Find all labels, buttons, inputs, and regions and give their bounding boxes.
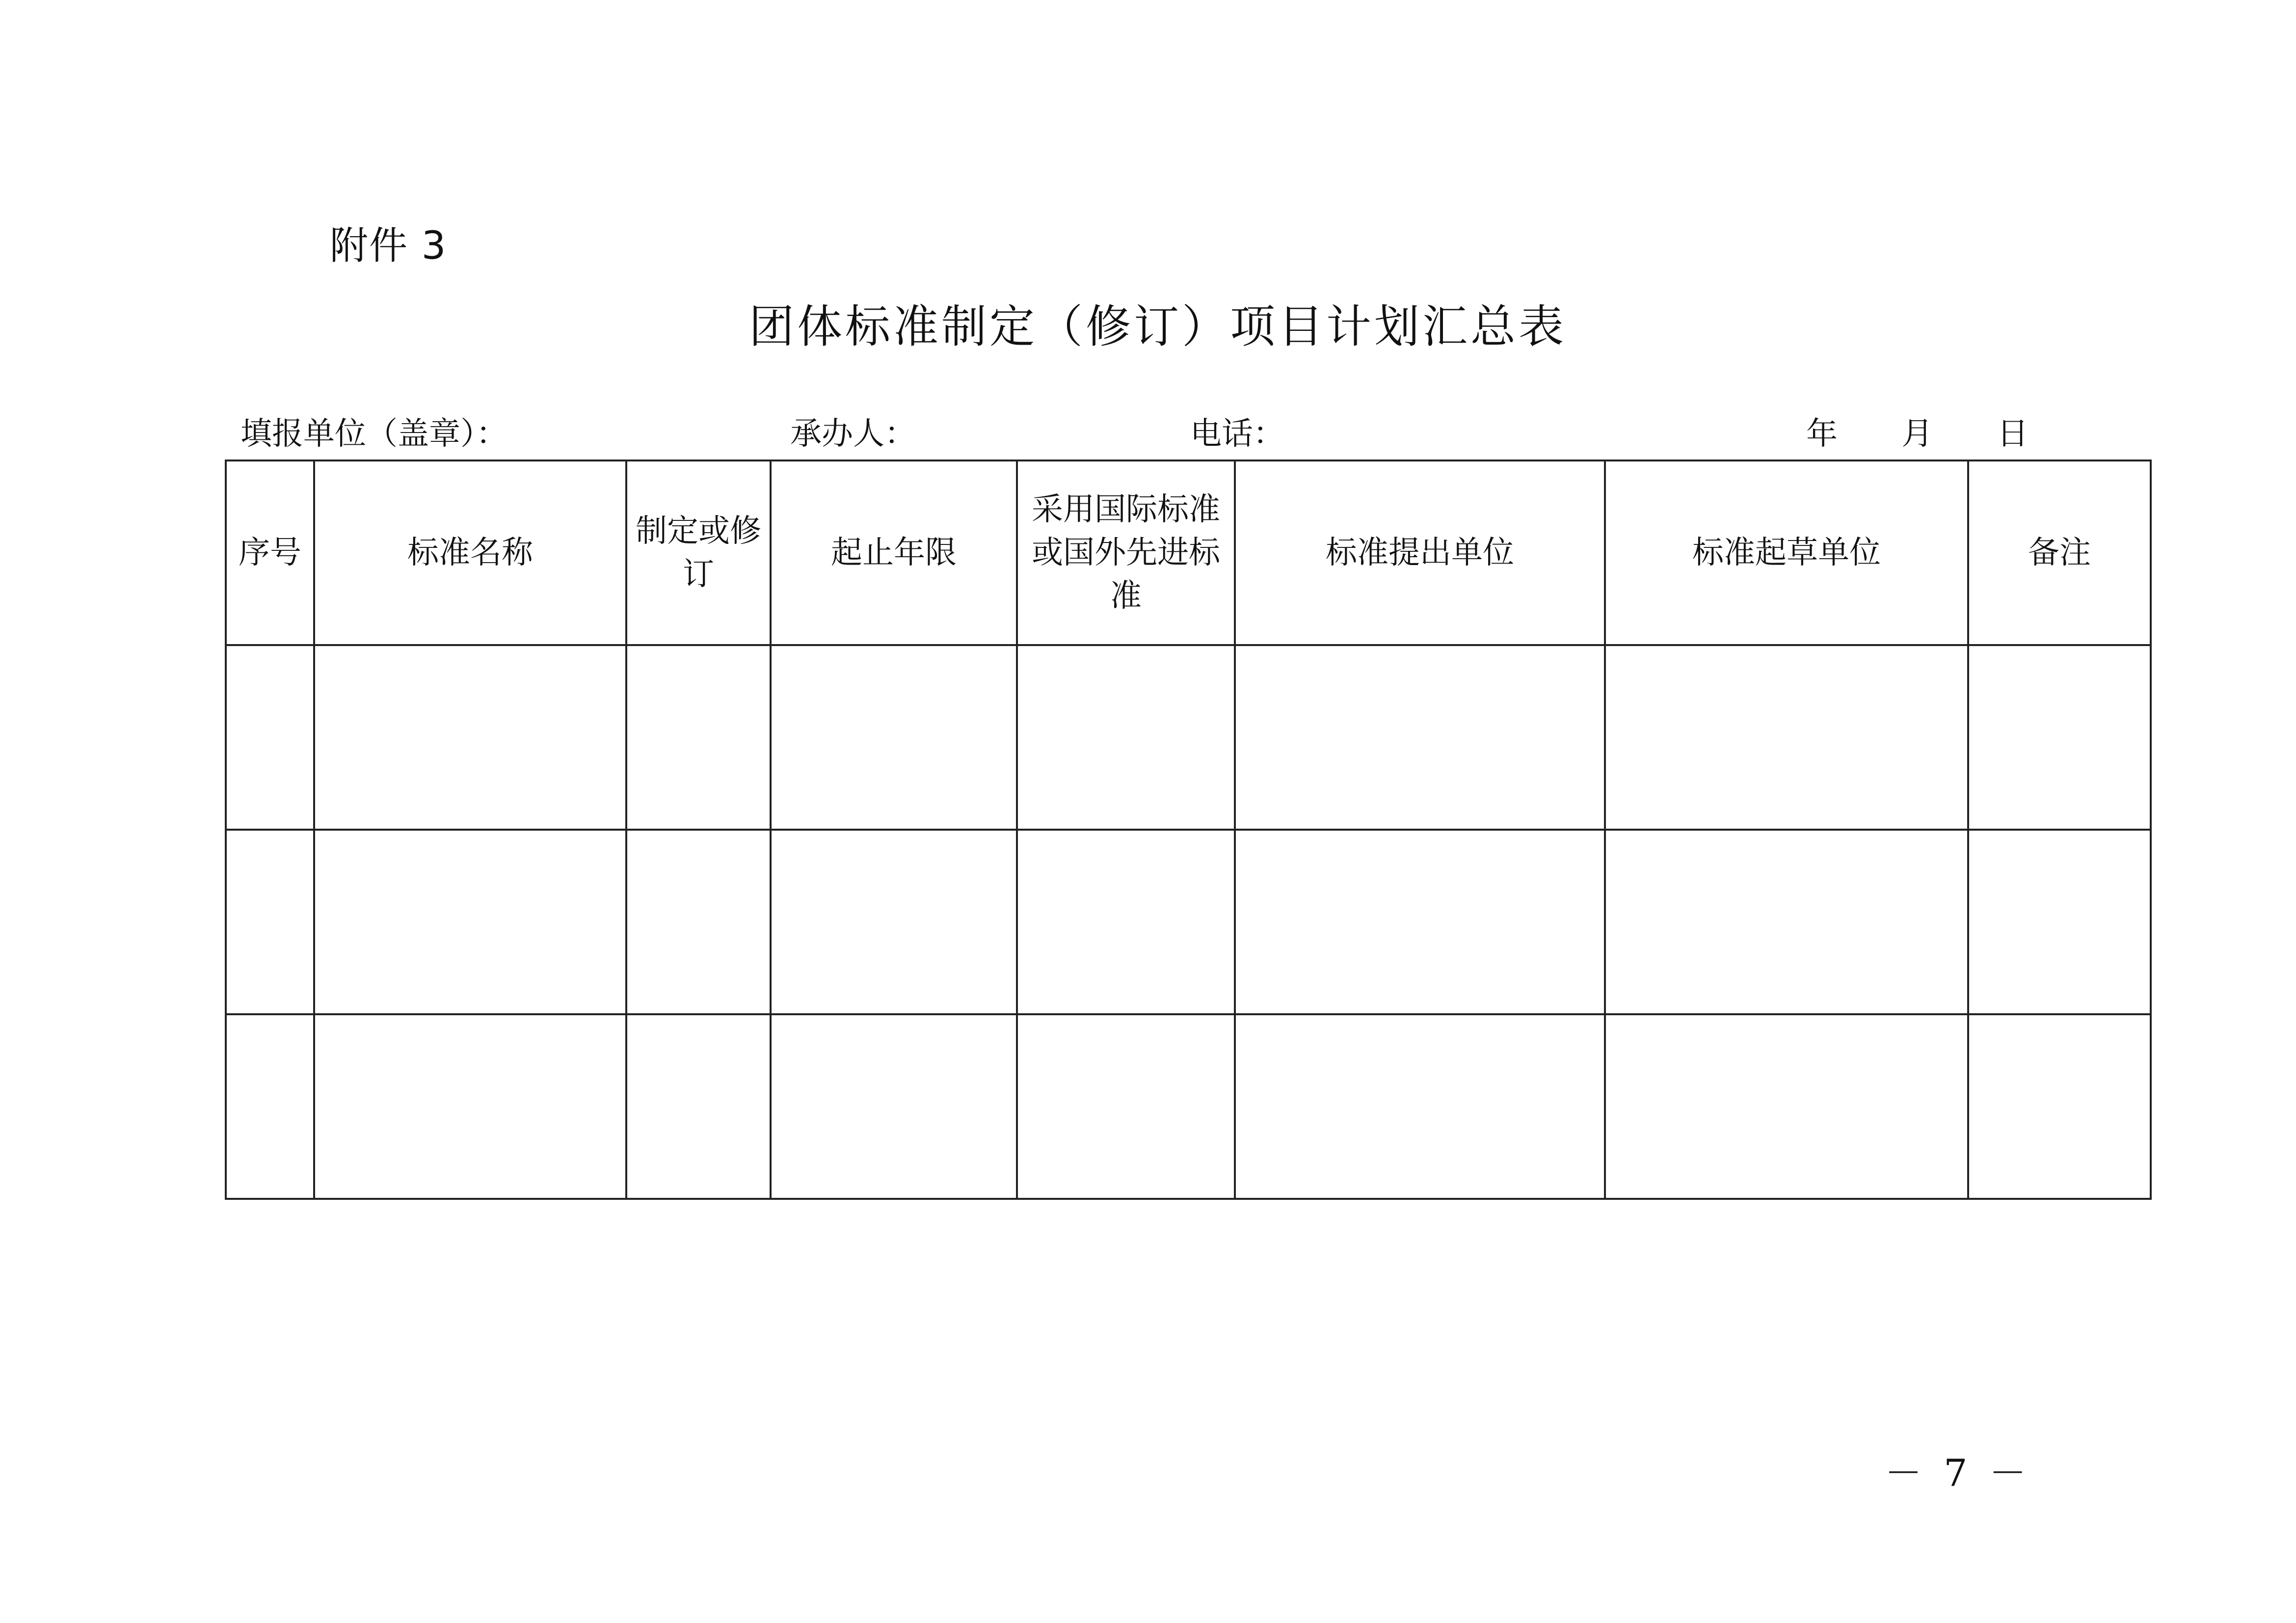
fill-unit-label: 填报单位（盖章）： bbox=[240, 416, 507, 452]
header-standard-name: 标准名称 bbox=[314, 460, 626, 645]
fill-phone-label: 电话： bbox=[1190, 416, 1284, 452]
header-seq: 序号 bbox=[226, 460, 314, 645]
page-number: － 7 － bbox=[1885, 1451, 2031, 1495]
table-cell[interactable] bbox=[1968, 830, 2151, 1014]
header-remarks: 备注 bbox=[1968, 460, 2151, 645]
header-formulate-or-revise: 制定或修订 bbox=[626, 460, 771, 645]
attachment-label: 附件 3 bbox=[330, 224, 447, 268]
table-cell[interactable] bbox=[771, 1014, 1017, 1199]
table-cell[interactable] bbox=[771, 645, 1017, 830]
table-cell[interactable] bbox=[226, 645, 314, 830]
table-cell[interactable] bbox=[626, 645, 771, 830]
table-cell[interactable] bbox=[1605, 830, 1968, 1014]
header-drafting-unit: 标准起草单位 bbox=[1605, 460, 1968, 645]
header-adopt-international: 采用国际标准或国外先进标准 bbox=[1017, 460, 1235, 645]
table-cell[interactable] bbox=[1235, 1014, 1605, 1199]
fill-handler-label: 承办人： bbox=[790, 416, 916, 452]
table-cell[interactable] bbox=[226, 830, 314, 1014]
page-title: 团体标准制定（修订）项目计划汇总表 bbox=[748, 300, 1567, 353]
table-cell[interactable] bbox=[1235, 830, 1605, 1014]
header-period: 起止年限 bbox=[771, 460, 1017, 645]
plan-summary-table bbox=[225, 460, 2152, 1200]
table-cell[interactable] bbox=[314, 645, 626, 830]
table-cell[interactable] bbox=[626, 1014, 771, 1199]
fill-date-month: 月 bbox=[1901, 416, 1933, 452]
header-proposing-unit: 标准提出单位 bbox=[1235, 460, 1605, 645]
table-cell[interactable] bbox=[1605, 1014, 1968, 1199]
table-cell[interactable] bbox=[626, 830, 771, 1014]
fill-date-year: 年 bbox=[1806, 416, 1838, 452]
table-cell[interactable] bbox=[1235, 645, 1605, 830]
table-cell[interactable] bbox=[1017, 830, 1235, 1014]
table-cell[interactable] bbox=[771, 830, 1017, 1014]
table-row bbox=[226, 830, 2151, 1014]
table-row bbox=[226, 1014, 2151, 1199]
table-cell[interactable] bbox=[314, 830, 626, 1014]
table-cell[interactable] bbox=[226, 1014, 314, 1199]
table-cell[interactable] bbox=[1017, 1014, 1235, 1199]
fill-date-day: 日 bbox=[1997, 416, 2029, 452]
table-row bbox=[226, 645, 2151, 830]
fill-date bbox=[1806, 418, 2029, 450]
table-cell[interactable] bbox=[1605, 645, 1968, 830]
table-header-row bbox=[226, 460, 2151, 645]
table-cell[interactable] bbox=[1968, 1014, 2151, 1199]
table-cell[interactable] bbox=[1017, 645, 1235, 830]
table-cell[interactable] bbox=[1968, 645, 2151, 830]
table-cell[interactable] bbox=[314, 1014, 626, 1199]
